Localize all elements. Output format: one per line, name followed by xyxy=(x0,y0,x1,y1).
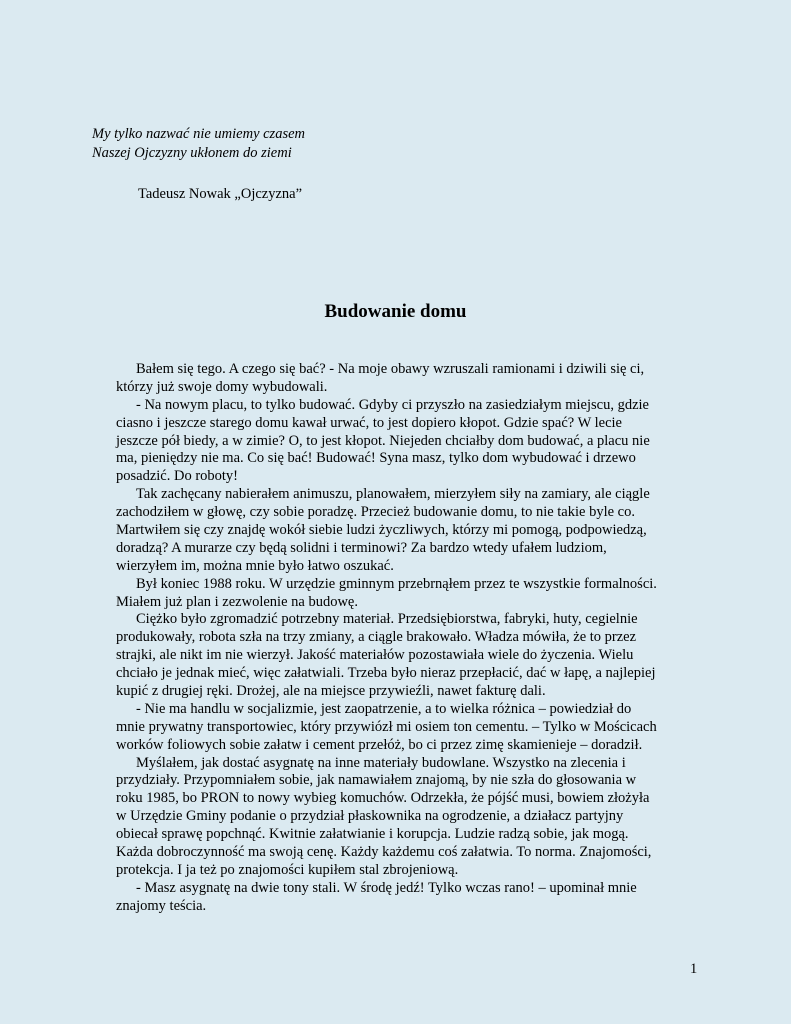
paragraph-line: ciasno i jeszcze starego domu kawał urwać, to jest dopiero kłopot. Gdzie spać? W lecie xyxy=(116,414,622,431)
paragraph-line: - Nie ma handlu w socjalizmie, jest zaopatrzenie, a to wielka różnica – powiedział do xyxy=(136,700,632,717)
paragraph-line: Miałem już plan i zezwolenie na budowę. xyxy=(116,593,358,610)
body-text xyxy=(116,361,716,916)
epigraph-line-1: My tylko nazwać nie umiemy czasem xyxy=(92,126,306,142)
paragraph-line: kupić z drugiej ręki. Drożej, ale na miejsce przywieźli, nawet fakturę dali. xyxy=(116,683,546,700)
epigraph xyxy=(92,125,305,163)
paragraph-line: mnie prywatny transportowiec, który przywiózł mi osiem ton cementu. – Tylko w Mościcach xyxy=(116,718,657,735)
paragraph-line: Był koniec 1988 roku. W urzędzie gminnym przebrnąłem przez te wszystkie formalności. xyxy=(136,575,657,592)
paragraph-line: chciało je jednak mieć, więc załatwiali. Trzeba było nieraz przepłacić, dać w łapę, a najlepiej xyxy=(116,665,656,682)
page-title: Budowanie domu xyxy=(324,301,467,322)
paragraph-line: Myślałem, jak dostać asygnatę na inne materiały budowlane. Wszystko na zlecenia i xyxy=(136,754,626,771)
paragraph-line: protekcja. I ja też po znajomości kupiłem stal zbrojeniową. xyxy=(116,861,459,878)
paragraph-line: doradzą? A murarze czy będą solidni i terminowi? Za bardzo wtedy ufałem ludziom, xyxy=(116,539,607,556)
page-number: 1 xyxy=(690,961,698,977)
paragraph-line: ma, pieniędzy nie ma. Co się bać! Budować! Syna masz, tylko dom wybudować i drzewo xyxy=(116,450,636,467)
paragraph-line: roku 1985, bo PRON to nowy wybieg komuchów. Odrzekła, że pójść musi, bowiem złożyła xyxy=(116,790,650,807)
paragraph-line: Tak zachęcany nabierałem animuszu, planowałem, mierzyłem siły na zamiary, ale ciągle xyxy=(136,486,650,503)
paragraph-line: posadzić. Do roboty! xyxy=(116,468,239,485)
paragraph-line: strajki, ale nikt im nie wierzył. Jakość materiałów pozostawiała wiele do życzenia. Wielu xyxy=(116,647,634,664)
paragraph-line: którzy już swoje domy wybudowali. xyxy=(116,378,328,395)
paragraph-line: Każda dobroczynność ma swoją cenę. Każdy każdemu coś załatwia. To norma. Znajomości, xyxy=(116,844,652,861)
paragraph-line: w Urzędzie Gminy podanie o przydział płaskownika na ogrodzenie, a działacz partyjny xyxy=(116,808,624,825)
paragraph-line: wierzyłem im, można mnie było łatwo oszukać. xyxy=(116,557,394,574)
epigraph-line-2: Naszej Ojczyzny ukłonem do ziemi xyxy=(92,145,292,161)
paragraph-line: worków foliowych sobie załatw i cement przełóż, bo ci przez zimę skamienieje – doradził. xyxy=(116,736,643,753)
paragraph-line: jeszcze pół biedy, a w zimie? O, to jest kłopot. Niejeden chciałby dom budować, a placu nie xyxy=(116,432,650,449)
paragraph-line: - Masz asygnatę na dwie tony stali. W środę jedź! Tylko wczas rano! – upominał mnie xyxy=(136,879,637,896)
paragraph-line: przydziały. Przypomniałem sobie, jak namawiałem znajomą, by nie szła do głosowania w xyxy=(116,772,637,789)
paragraph-line: produkowały, robota szła na trzy zmiany, a ciągle brakowało. Władza mówiła, że to przez xyxy=(116,629,637,646)
epigraph-attribution: Tadeusz Nowak „Ojczyzna” xyxy=(138,186,303,202)
paragraph-line: Martwiłem się czy znajdę wokół siebie ludzi życzliwych, którzy mi pomogą, podpowiedzą, xyxy=(116,522,647,539)
paragraph-line: Ciężko było zgromadzić potrzebny materiał. Przedsiębiorstwa, fabryki, huty, cegielnie xyxy=(136,611,638,628)
paragraph-line: obiecał sprawę popchnąć. Kwitnie załatwianie i korupcja. Ludzie radzą sobie, jak mogą. xyxy=(116,826,629,843)
paragraph-line: znajomy teścia. xyxy=(116,897,207,914)
paragraph-line: zachodziłem w głowę, czy sobie poradzę. Przecież budowanie domu, to nie takie byle co. xyxy=(116,504,635,521)
paragraph-line: - Na nowym placu, to tylko budować. Gdyby ci przyszło na zasiedziałym miejscu, gdzie xyxy=(136,396,649,413)
paragraph-line: Bałem się tego. A czego się bać? - Na moje obawy wzruszali ramionami i dziwili się ci, xyxy=(136,361,645,377)
